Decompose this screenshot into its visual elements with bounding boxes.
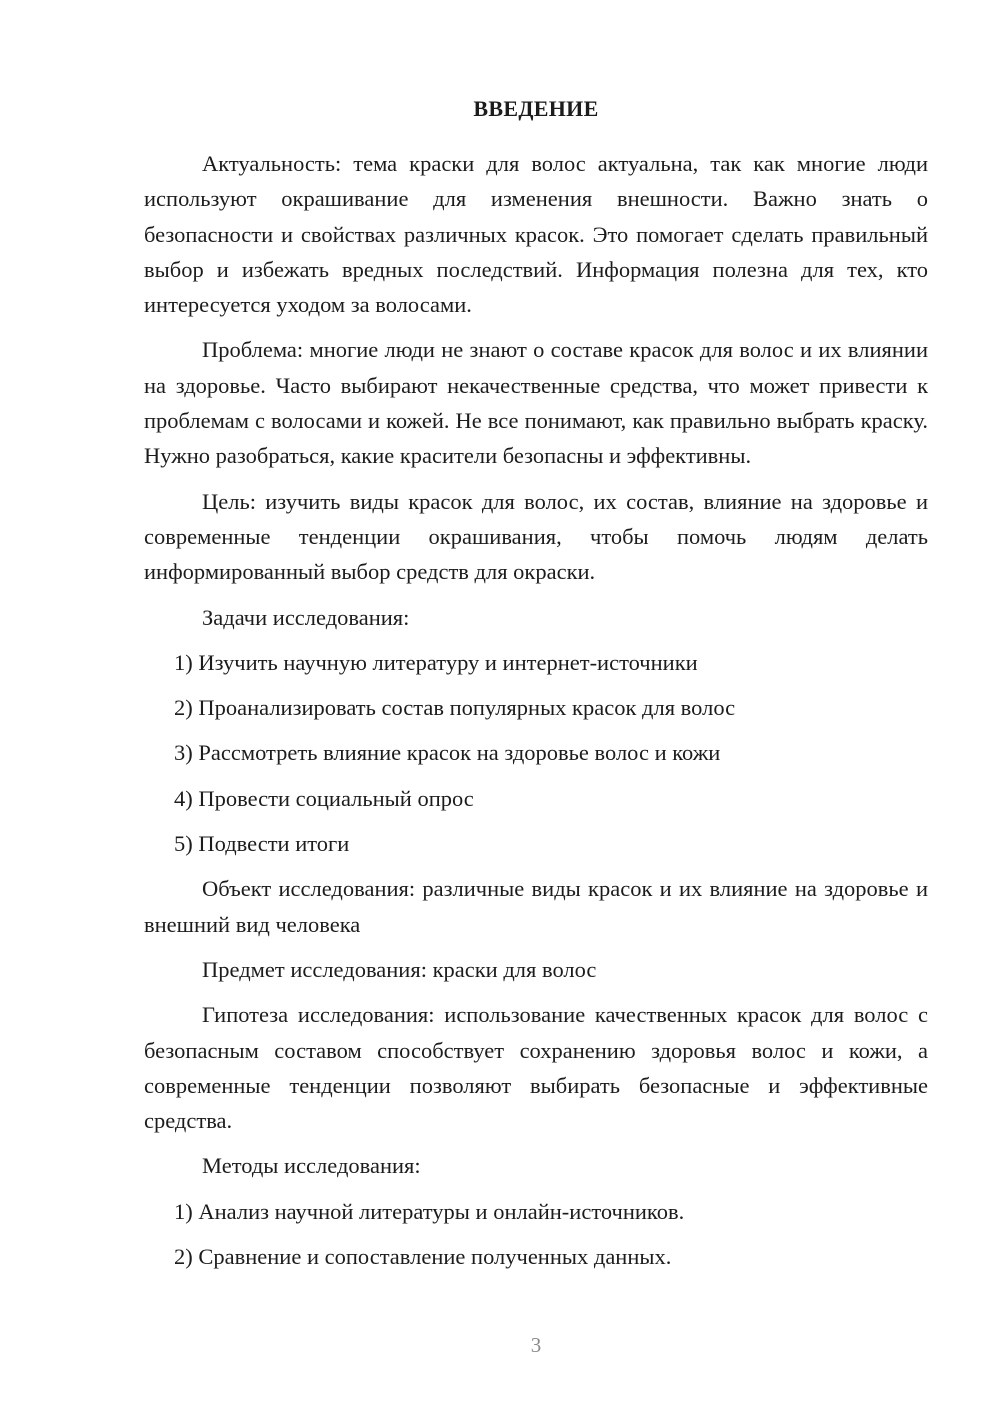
task-item-1: 1) Изучить научную литературу и интернет-источники bbox=[174, 649, 698, 675]
section-heading: ВВЕДЕНИЕ bbox=[473, 96, 599, 121]
relevance-paragraph: Актуальность: тема краски для волос актуальна, так как многие люди используют окрашивание для изменения внешности. Важно знать о безопасности и свойствах различных красок. Это помогает сделать правильный выбор и избежать вредных последствий. Информация полезна для тех, кто интересуется уходом за волосами. bbox=[144, 151, 928, 318]
method-item-1: 1) Анализ научной литературы и онлайн-источников. bbox=[174, 1198, 685, 1224]
task-item-4: 4) Провести социальный опрос bbox=[174, 785, 474, 811]
subject-paragraph: Предмет исследования: краски для волос bbox=[202, 956, 597, 982]
hypothesis-paragraph: Гипотеза исследования: использование качественных красок для волос с безопасным составом способствует сохранению здоровья волос и кожи, а современные тенденции позволяют выбирать безопасные и эффективные средства. bbox=[144, 1002, 928, 1134]
methods-heading: Методы исследования: bbox=[202, 1153, 421, 1179]
task-item-2: 2) Проанализировать состав популярных красок для волос bbox=[174, 695, 736, 721]
method-item-2: 2) Сравнение и сопоставление полученных данных. bbox=[174, 1244, 672, 1270]
page-number: 3 bbox=[530, 1333, 542, 1357]
tasks-heading: Задачи исследования: bbox=[202, 604, 410, 630]
task-item-5: 5) Подвести итоги bbox=[174, 831, 350, 857]
task-item-3: 3) Рассмотреть влияние красок на здоровье волос и кожи bbox=[174, 740, 721, 766]
object-paragraph: Объект исследования: различные виды красок и их влияние на здоровье и внешний вид человека bbox=[144, 876, 928, 937]
problem-paragraph: Проблема: многие люди не знают о составе красок для волос и их влиянии на здоровье. Часто выбирают некачественные средства, что может привести к проблемам с волосами и кожей. Не все понимают, как правильно выбрать краску. Нужно разобраться, какие красители безопасны и эффективны. bbox=[144, 337, 928, 469]
body-text bbox=[144, 146, 928, 1274]
goal-paragraph: Цель: изучить виды красок для волос, их состав, влияние на здоровье и современные тенденции окрашивания, чтобы помочь людям делать информированный выбор средств для окраски. bbox=[144, 488, 928, 585]
